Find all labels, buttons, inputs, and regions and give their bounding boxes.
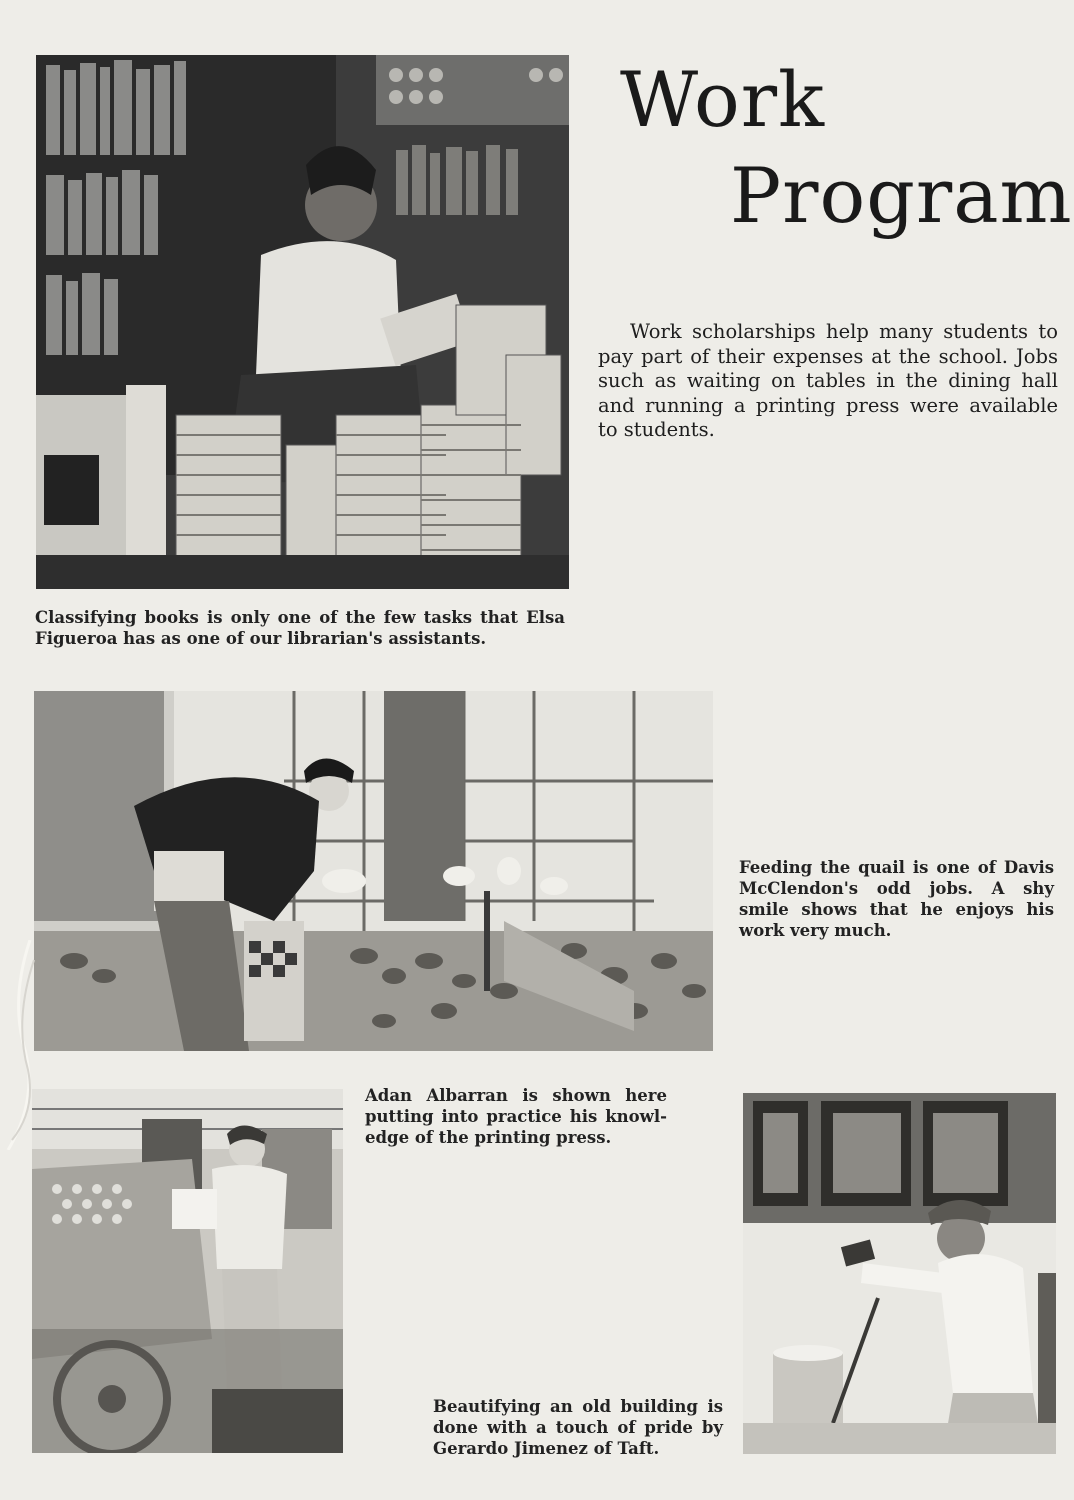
binding-string bbox=[0, 940, 40, 1150]
caption-printing: Adan Albarran is shown here putting into practice his knowl-edge of the printing press. bbox=[365, 1086, 667, 1147]
caption-library: Classifying books is only one of the few tasks that Elsa Figueroa has as one of our librarian's assistants. bbox=[35, 608, 565, 648]
page-title bbox=[620, 52, 1073, 244]
page-title-line2: Program bbox=[730, 151, 1073, 240]
photo-printing-press bbox=[32, 1089, 343, 1453]
photo-quail-feeding bbox=[34, 691, 713, 1051]
photo-library-books bbox=[36, 55, 569, 589]
photo-painting-building bbox=[743, 1093, 1056, 1454]
page-title-line1: Work bbox=[620, 55, 826, 144]
intro-paragraph: Work scholarships help many students to pay part of their expenses at the school. Jobs such as waiting on tables in the dining hall and running a printing press were available to students. bbox=[598, 320, 1058, 441]
caption-painting: Beautifying an old building is done with a touch of pride by Gerardo Jimenez of Taft. bbox=[433, 1397, 723, 1458]
caption-quail: Feeding the quail is one of Davis McClendon's odd jobs. A shy smile shows that he enjoys his work very much. bbox=[739, 858, 1054, 940]
